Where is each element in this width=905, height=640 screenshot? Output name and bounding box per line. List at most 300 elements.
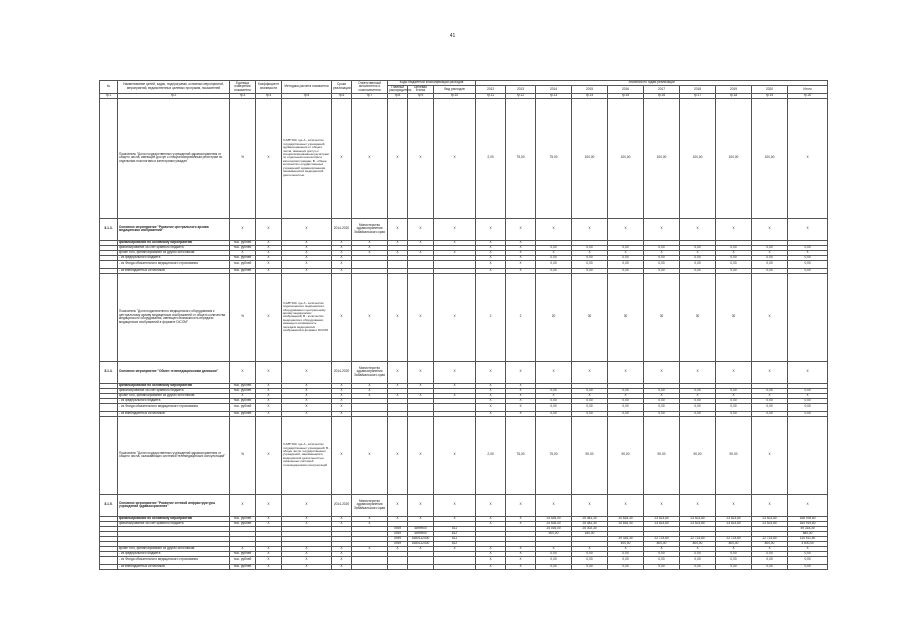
table-cell: X (476, 564, 506, 569)
table-cell: X (256, 564, 282, 569)
table-cell: I=A/B*100, где A - количество государственных учреждений; B - общее число государственных учреждений, занимающихся медицинской деятельностью, охваченных системой телемедицинских консультаций (282, 416, 332, 494)
table-cell: кроме того, финансирование из других источников: (118, 393, 230, 398)
table-cell: 0,00 (752, 411, 788, 416)
table-cell: X (644, 361, 680, 383)
table-cell: X (506, 494, 536, 516)
table-cell: 22 723,80 (644, 536, 680, 541)
table-cell: 23 523,80 (680, 521, 716, 526)
table-cell: X (388, 393, 408, 398)
table-cell: 0,00 (644, 255, 680, 260)
table-cell: 24 526,00 (536, 521, 572, 526)
table-cell: X (572, 393, 608, 398)
table-cell: X (680, 393, 716, 398)
table-cell: 110 511,50 (788, 536, 828, 541)
table-row (100, 273, 828, 361)
table-cell: X (332, 240, 352, 245)
table-cell: X (506, 260, 536, 268)
header-year: 2020 (752, 85, 788, 93)
table-cell: 0,00 (536, 398, 572, 403)
table-cell: 0,00 (572, 245, 608, 250)
table-cell: 4899900 (408, 526, 434, 531)
table-cell: 0,00 (572, 398, 608, 403)
table-cell: 0,00 (572, 403, 608, 411)
table-cell: X (434, 383, 476, 388)
table-cell: 0939 (388, 531, 408, 536)
table-cell: 2 (476, 273, 506, 361)
table-cell: 0,00 (536, 260, 572, 268)
table-cell: % (230, 98, 256, 218)
table-cell: Министерство здравоохранения Забайкальского края (352, 218, 388, 240)
header-year: 2014 (536, 85, 572, 93)
column-number: гр.17 (680, 94, 716, 99)
table-cell: 0,00 (752, 403, 788, 411)
table-cell: X (434, 494, 476, 516)
table-cell: 0,00 (644, 403, 680, 411)
table-cell: X (388, 98, 408, 218)
table-cell: 90,00 (644, 416, 680, 494)
table-cell: X (788, 218, 828, 240)
header-resp: Ответственный исполнитель и соисполнители (352, 81, 388, 94)
table-cell: 0,00 (644, 388, 680, 393)
table-cell: X (752, 546, 788, 551)
column-number: гр.7 (352, 94, 388, 99)
table-cell: X (256, 245, 282, 250)
table-cell: 0,00 (716, 255, 752, 260)
table-cell: - из федерального бюджета (118, 551, 230, 556)
table-cell: X (408, 273, 434, 361)
table-cell: 0,00 (788, 564, 828, 569)
table-cell: X (352, 240, 388, 245)
table-cell: тыс. рублей (230, 403, 256, 411)
header-name: Наименование целей, задач, подпрограмм, основных мероприятий, мероприятий, ведомственных целевых программ, показателей (118, 81, 230, 94)
table-cell: Министерство здравоохранения Забайкальского края (352, 494, 388, 516)
table-cell: 0,00 (716, 268, 752, 273)
table-cell: 25 302,30 (572, 526, 608, 531)
table-cell: 612 (434, 531, 476, 536)
table-cell: X (352, 388, 388, 393)
table-cell: 680,00 (788, 531, 828, 536)
table-cell: X (256, 273, 282, 361)
table-row (100, 361, 828, 383)
table-cell: X (572, 361, 608, 383)
table-cell: 0,00 (716, 403, 752, 411)
table-cell: X (332, 416, 352, 494)
table-cell (408, 260, 434, 268)
table-cell: X (256, 416, 282, 494)
table-cell: тыс. рублей (230, 388, 256, 393)
table-cell: тыс. рублей (230, 411, 256, 416)
table-cell (434, 260, 476, 268)
table-cell: X (408, 218, 434, 240)
table-cell: X (608, 361, 644, 383)
table-cell: X (332, 546, 352, 551)
table-cell: X (476, 361, 506, 383)
table-cell (408, 556, 434, 564)
table-cell (788, 416, 828, 494)
table-cell: X (230, 250, 256, 255)
table-cell: тыс. рублей (230, 260, 256, 268)
table-cell: 0,00 (680, 556, 716, 564)
table-cell: 25 481,30 (572, 521, 608, 526)
table-cell: - из федерального бюджета (118, 398, 230, 403)
table-cell: 0,00 (608, 268, 644, 273)
table-cell (388, 556, 408, 564)
table-cell: X (282, 551, 332, 556)
table-cell: X (332, 268, 352, 273)
table-cell: 30 (572, 273, 608, 361)
table-cell: 0,00 (572, 268, 608, 273)
table-cell: Показатель "Доля государственных учреждений здравоохранения от общего числа, оказывающих системой телемедицинских консультаций" (118, 416, 230, 494)
table-cell: X (680, 494, 716, 516)
table-cell: X (408, 98, 434, 218)
table-cell: X (716, 250, 752, 255)
table-cell: X (332, 388, 352, 393)
table-cell: 612 (434, 541, 476, 546)
table-cell: X (408, 393, 434, 398)
table-cell: тыс. рублей (230, 564, 256, 569)
table-cell: X (352, 521, 388, 526)
table-cell (408, 564, 434, 569)
table-cell: 20 816,30 (608, 521, 644, 526)
table-cell: X (506, 383, 536, 388)
table-cell: X (506, 255, 536, 260)
column-number: гр.10 (434, 94, 476, 99)
table-cell: X (388, 240, 408, 245)
table-cell: X (332, 383, 352, 388)
table-cell: 0,00 (788, 245, 828, 250)
table-cell: X (716, 393, 752, 398)
table-row (100, 564, 828, 569)
table-cell: 8.1.4. (100, 361, 118, 383)
table-cell: 0,00 (536, 411, 572, 416)
table-cell: X (256, 556, 282, 564)
column-number: гр.6 (332, 94, 352, 99)
table-cell: X (536, 393, 572, 398)
table-cell: X (256, 240, 282, 245)
table-cell: X (716, 361, 752, 383)
table-cell: X (476, 403, 506, 411)
table-cell: X (230, 393, 256, 398)
header-year: 2016 (608, 85, 644, 93)
table-cell: X (408, 416, 434, 494)
table-cell: X (752, 218, 788, 240)
table-cell: 75,00 (506, 416, 536, 494)
header-code-gr: Главный распорядитель (389, 84, 412, 93)
table-cell: X (332, 273, 352, 361)
table-cell: - из Фонда обязательного медицинского страхования (118, 556, 230, 564)
table-cell: 23 523,80 (716, 516, 752, 521)
table-cell: X (506, 546, 536, 551)
table-cell: X (256, 361, 282, 383)
table-cell: 0,00 (644, 260, 680, 268)
table-cell: X (256, 393, 282, 398)
header-values: Значения по годам реализации (476, 81, 828, 86)
table-cell: 0,00 (572, 411, 608, 416)
table-cell: 0,00 (536, 245, 572, 250)
table-cell (788, 273, 828, 361)
table-cell: X (388, 516, 408, 521)
table-cell: X (644, 393, 680, 398)
table-cell: 100,00 (752, 98, 788, 218)
table-cell: 90,00 (572, 416, 608, 494)
table-cell: X (388, 361, 408, 383)
table-cell: тыс. рублей (230, 268, 256, 273)
table-cell: 0,00 (608, 245, 644, 250)
table-cell: Основное мероприятие "Развитие центрального архива медицинских изображений" (118, 218, 230, 240)
table-cell: X (388, 250, 408, 255)
table-cell: 100,00 (680, 98, 716, 218)
table-cell: X (536, 546, 572, 551)
table-cell: 0,00 (572, 260, 608, 268)
table-cell: Министерство здравоохранения Забайкальского края (352, 361, 388, 383)
table-cell (100, 98, 118, 218)
table-cell: X (282, 564, 332, 569)
program-table (99, 80, 828, 570)
column-number: гр.14 (572, 94, 608, 99)
table-cell: X (332, 411, 352, 416)
table-cell (352, 403, 388, 411)
table-cell: 0,00 (536, 268, 572, 273)
table-cell: X (752, 361, 788, 383)
table-cell: X (644, 218, 680, 240)
table-cell: 0,00 (644, 551, 680, 556)
table-cell: X (352, 546, 388, 551)
table-cell: 0,00 (716, 551, 752, 556)
table-cell: X (506, 245, 536, 250)
table-cell: X (256, 551, 282, 556)
table-cell: X (388, 383, 408, 388)
table-cell: - из внебюджетных источников (118, 564, 230, 569)
table-cell: X (352, 416, 388, 494)
column-number: гр.13 (536, 94, 572, 99)
column-number: гр.19 (752, 94, 788, 99)
table-cell: X (352, 250, 388, 255)
table-cell: X (434, 516, 476, 521)
table-cell: X (476, 521, 506, 526)
table-cell: 611 (434, 526, 476, 531)
table-cell: 90,00 (680, 416, 716, 494)
table-cell: X (282, 268, 332, 273)
table-row (100, 494, 828, 516)
table-cell: X (388, 218, 408, 240)
table-cell: 0,00 (536, 388, 572, 393)
table-cell: 90,00 (608, 416, 644, 494)
table-cell: X (680, 250, 716, 255)
table-cell: 30 (716, 273, 752, 361)
table-cell: X (716, 546, 752, 551)
table-cell: X (282, 494, 332, 516)
table-cell: 0,00 (608, 556, 644, 564)
table-cell: X (230, 361, 256, 383)
table-row (100, 403, 828, 411)
table-cell: X (680, 361, 716, 383)
table-cell: X (256, 255, 282, 260)
table-cell: X (230, 546, 256, 551)
table-cell: 0,00 (608, 398, 644, 403)
table-cell: X (476, 260, 506, 268)
table-cell: 0,00 (608, 260, 644, 268)
table-cell: 0,00 (788, 268, 828, 273)
table-cell: X (352, 516, 388, 521)
table-cell: 0,00 (752, 260, 788, 268)
table-row (100, 416, 828, 494)
table-cell: 0,00 (788, 398, 828, 403)
table-cell: 20 (536, 273, 572, 361)
table-cell: X (506, 361, 536, 383)
table-cell (352, 564, 388, 569)
table-cell: 0,00 (752, 388, 788, 393)
header-term: Сроки реализации (332, 81, 352, 94)
table-cell: 75,00 (536, 416, 572, 494)
table-cell: X (282, 556, 332, 564)
table-cell: 100,00 (716, 98, 752, 218)
table-cell: X (506, 556, 536, 564)
table-cell: X (434, 361, 476, 383)
column-number: гр.4 (256, 94, 282, 99)
table-row (100, 98, 828, 218)
header-year: 2015 (572, 85, 608, 93)
table-cell: X (476, 255, 506, 260)
table-row (100, 556, 828, 564)
table-cell: X (752, 273, 788, 361)
table-cell: X (716, 494, 752, 516)
table-cell: X (282, 361, 332, 383)
table-cell: 0,00 (536, 255, 572, 260)
table-cell: X (256, 218, 282, 240)
table-cell: 0,00 (752, 556, 788, 564)
table-cell: 800,00 (752, 541, 788, 546)
table-cell: тыс. рублей (230, 240, 256, 245)
table-cell: Основное мероприятие "Обмен телемедицинскими данными" (118, 361, 230, 383)
table-cell: 23 523,80 (680, 516, 716, 521)
table-cell: X (408, 516, 434, 521)
table-cell: 0,00 (536, 564, 572, 569)
table-cell: X (256, 521, 282, 526)
table-cell: 0,00 (788, 388, 828, 393)
table-cell: X (506, 521, 536, 526)
table-cell: X (608, 546, 644, 551)
table-cell: 0,00 (644, 245, 680, 250)
table-cell: X (506, 250, 536, 255)
table-cell: X (752, 416, 788, 494)
table-cell: X (752, 250, 788, 255)
table-cell: 0,00 (788, 411, 828, 416)
table-cell: X (282, 516, 332, 521)
table-cell: X (644, 546, 680, 551)
table-cell: Показатель "Доля подключенного медицинского оборудования к центральному архиву медицинских изображений от общего количества медицинского оборудования, имеющего возможность передачи медицинских изображений в формате DICOM" (118, 273, 230, 361)
table-cell: - из Фонда обязательного медицинского страхования (118, 403, 230, 411)
table-cell: X (608, 393, 644, 398)
table-cell: 0,00 (608, 551, 644, 556)
page-number: 41 (449, 33, 456, 39)
table-cell: X (434, 98, 476, 218)
table-cell: финансирование за счет краевого бюджета (118, 245, 230, 250)
table-cell: X (716, 218, 752, 240)
table-cell: тыс. рублей (230, 556, 256, 564)
table-cell: X (332, 516, 352, 521)
table-cell: X (352, 98, 388, 218)
table-cell: 0,00 (572, 551, 608, 556)
table-cell: 0,00 (536, 551, 572, 556)
table-cell: 20 416,30 (608, 536, 644, 541)
column-number: гр.18 (716, 94, 752, 99)
table-cell: I=A/B*100, где A - количество подключенного медицинского оборудования к центральному архиву медицинских изображений; B - количество медицинского оборудования, имеющего возможность передачи медицинских изображений в формате DICOM (282, 273, 332, 361)
table-cell: X (388, 546, 408, 551)
table-cell: 0,00 (644, 411, 680, 416)
table-cell: тыс. рублей (230, 383, 256, 388)
table-cell: 23 523,80 (644, 521, 680, 526)
table-cell: X (680, 218, 716, 240)
table-cell: X (256, 398, 282, 403)
table-cell: X (680, 546, 716, 551)
table-cell (408, 403, 434, 411)
table-cell: 0,00 (716, 564, 752, 569)
table-cell: - из Фонда обязательного медицинского страхования (118, 260, 230, 268)
table-cell: 168 939,80 (788, 516, 828, 521)
table-cell: - из внебюджетных источников (118, 411, 230, 416)
table-cell: X (476, 494, 506, 516)
table-cell (100, 564, 118, 569)
table-cell: X (434, 273, 476, 361)
table-cell: X (476, 218, 506, 240)
header-year: 2012 (476, 85, 506, 93)
table-cell: 0,00 (752, 398, 788, 403)
table-cell: X (282, 240, 332, 245)
table-cell: X (408, 494, 434, 516)
table-cell: кроме того, финансирование из других источников: (118, 250, 230, 255)
header-year: Итого (788, 85, 828, 93)
table-cell: X (608, 218, 644, 240)
table-cell: X (788, 250, 828, 255)
table-cell: X (388, 273, 408, 361)
table-cell: X (572, 546, 608, 551)
table-cell: 0,00 (788, 556, 828, 564)
table-cell (352, 260, 388, 268)
table-cell: 2014-2020 (332, 361, 352, 383)
table-cell: 2014-2020 (332, 218, 352, 240)
table-cell: кроме того, финансирование из других источников: (118, 546, 230, 551)
column-number: гр.1 (100, 94, 118, 99)
table-cell: X (282, 398, 332, 403)
table-cell: X (256, 546, 282, 551)
table-cell: Показатель "Доля государственных учреждений здравоохранения от общего числа, имеющих доступ к специализированным регистрам по отдельным нозологиям и категориям граждан" (118, 98, 230, 218)
table-cell: I=A/B*100, где A - количество государственных учреждений здравоохранения от общего числа, имеющих доступ к специализированным регистрам по отдельным нозологиям и категориям граждан; B - общее количество государственных учреждений здравоохранения, занимающихся медицинской деятельностью (282, 98, 332, 218)
table-cell: X (476, 268, 506, 273)
table-cell: 0,00 (716, 398, 752, 403)
table-cell: 0,00 (752, 564, 788, 569)
table-cell: 0,00 (680, 268, 716, 273)
table-cell: тыс. рублей (230, 398, 256, 403)
table-cell: 8.1.5. (100, 494, 118, 516)
table-cell: X (506, 411, 536, 416)
table-cell: 500,00 (536, 531, 572, 536)
column-number: гр.16 (644, 94, 680, 99)
table-cell: 0,00 (572, 564, 608, 569)
table-cell: 164 919,80 (788, 521, 828, 526)
table-cell: 75,00 (536, 98, 572, 218)
table-cell: 0,00 (644, 268, 680, 273)
table-cell: X (256, 250, 282, 255)
column-number: гр.15 (608, 94, 644, 99)
table-cell: X (256, 411, 282, 416)
table-cell: 30 (608, 273, 644, 361)
table-cell: X (256, 260, 282, 268)
table-cell (100, 556, 118, 564)
table-cell: X (352, 393, 388, 398)
column-number: гр.5 (282, 94, 332, 99)
table-cell: 0,00 (680, 255, 716, 260)
table-cell: 0,00 (752, 551, 788, 556)
